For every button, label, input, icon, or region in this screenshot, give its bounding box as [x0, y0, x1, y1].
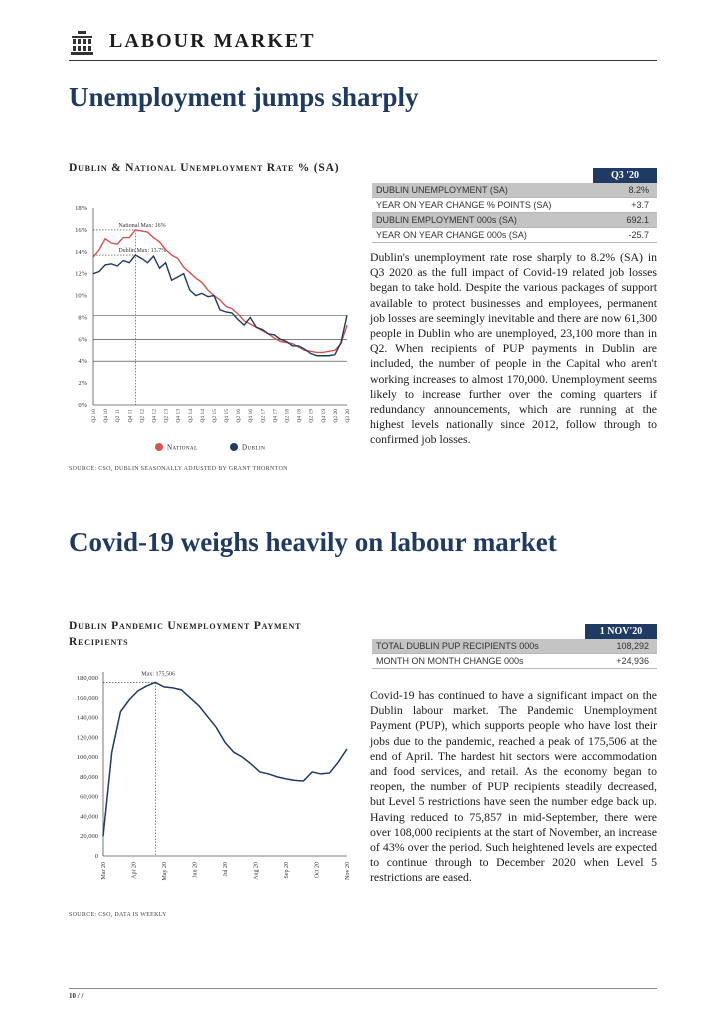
row-label: TOTAL DUBLIN PUP RECIPIENTS 000s: [372, 639, 585, 654]
x-tick-label: Sep 20: [284, 862, 290, 879]
x-tick-label: Q2 10: [91, 409, 97, 423]
table-row: [372, 654, 657, 669]
x-tick-label: Q2 17: [260, 409, 267, 423]
x-tick-label: Nov 20: [345, 862, 351, 880]
chart2-source: SOURCE: CSO, DATA IS WEEKLY: [69, 912, 167, 918]
x-tick-label: Q3 20: [345, 409, 351, 423]
stats-table-header: 1 NOV'20: [585, 624, 657, 639]
x-tick-label: May 20: [162, 862, 168, 881]
y-tick-label: 12%: [75, 270, 87, 278]
y-tick-label: 100,000: [76, 754, 98, 762]
row-label: YEAR ON YEAR CHANGE 000s (SA): [372, 228, 593, 243]
max-annotation: Max: 175,506: [141, 671, 175, 678]
y-tick-label: 0: [94, 853, 98, 860]
footer-divider: [69, 988, 657, 989]
table-row: [372, 639, 657, 654]
page-number: 10 / /: [69, 992, 84, 1000]
section-title: LABOUR MARKET: [109, 30, 316, 52]
dublin-series-line: [93, 255, 347, 356]
row-value: 8.2%: [593, 183, 657, 198]
row-value: +24,936: [585, 654, 657, 669]
x-tick-label: Q2 15: [211, 409, 218, 423]
chart1-source: SOURCE: CSO, DUBLIN SEASONALLY ADJUSTED BY GRANT THORNTON: [69, 466, 288, 472]
x-tick-label: Q4 19: [320, 409, 327, 423]
chart1-title: Dublin & National Unemployment Rate % (SA): [69, 162, 340, 174]
x-tick-label: Q2 12: [139, 409, 146, 423]
header-divider: [69, 60, 657, 61]
y-tick-label: 40,000: [80, 813, 98, 821]
row-value: -25.7: [593, 228, 657, 243]
x-tick-label: Q2 11: [115, 409, 122, 423]
section1-paragraph: Dublin's unemployment rate rose sharply to 8.2% (SA) in Q3 2020 as the full impact of Covid-19 related job losses began to take hold. Despite the various packages of support available to protect businesses and employees, permanent job losses are seemingly inevitable and there are now 61,300 people in Dublin who are unemployed, 23,100 more than in Q2. When recipients of PUP payments in Dublin are included, the number of people in the Capital who aren't working increases to almost 170,000. Unemployment seems likely to increase further over the coming quarters if redundancy announcements, which are running at the highest levels nationally since 2012, follow through to confirmed job losses.: [370, 250, 657, 447]
x-tick-label: Q2 16: [236, 409, 243, 423]
dublin-max-annotation: Dublin Max: 13.7%: [118, 248, 167, 255]
x-tick-label: Q4 10: [103, 409, 110, 423]
y-tick-label: 2%: [78, 380, 87, 388]
y-tick-label: 20,000: [80, 833, 98, 841]
national-max-annotation: National Max: 16%: [118, 222, 166, 229]
x-tick-label: Q4 15: [224, 409, 231, 423]
row-label: DUBLIN EMPLOYMENT 000s (SA): [372, 213, 593, 228]
x-tick-label: Q4 13: [175, 409, 182, 423]
x-tick-label: Aug 20: [253, 862, 260, 880]
x-tick-label: Oct 20: [314, 862, 321, 879]
chart2-title: Dublin Pandemic Unemployment Payment Recipients: [69, 620, 302, 648]
y-tick-label: 120,000: [76, 734, 98, 742]
legend-national-label: National: [167, 443, 198, 452]
pup-stats-table: [372, 624, 657, 669]
x-tick-label: Q4 17: [272, 409, 279, 423]
y-tick-label: 4%: [78, 358, 87, 366]
row-label: YEAR ON YEAR CHANGE % POINTS (SA): [372, 198, 593, 213]
x-tick-label: Q2 18: [284, 409, 291, 423]
y-tick-label: 10%: [75, 292, 87, 300]
legend-dublin-swatch: [230, 443, 238, 451]
x-tick-label: Jul 20: [223, 862, 229, 877]
x-tick-label: Q2 20: [332, 409, 339, 423]
row-label: MONTH ON MONTH CHANGE 000s: [372, 654, 585, 669]
y-tick-label: 160,000: [76, 694, 98, 702]
x-tick-label: Q4 11: [127, 409, 134, 423]
y-tick-label: 16%: [75, 226, 87, 234]
building-icon: [69, 30, 95, 56]
y-tick-label: 60,000: [80, 793, 98, 801]
legend-national-swatch: [155, 443, 163, 451]
y-tick-label: 180,000: [76, 675, 98, 682]
table-row: [372, 228, 657, 243]
x-tick-label: Q4 16: [248, 409, 255, 423]
x-tick-label: Apr 20: [131, 862, 138, 879]
row-value: 108,292: [585, 639, 657, 654]
unemployment-rate-chart: [69, 200, 359, 460]
y-tick-label: 0%: [78, 402, 87, 409]
x-tick-label: Q2 13: [163, 409, 170, 423]
table-row: [372, 183, 657, 198]
y-tick-label: 6%: [78, 336, 87, 344]
table-row: [372, 213, 657, 228]
y-tick-label: 140,000: [76, 714, 98, 722]
y-tick-label: 14%: [75, 248, 87, 256]
x-tick-label: Q4 12: [151, 409, 158, 423]
x-tick-label: Mar 20: [101, 862, 107, 880]
row-value: +3.7: [593, 198, 657, 213]
table-row: [372, 198, 657, 213]
x-tick-label: Jun 20: [192, 862, 199, 878]
row-value: 692.1: [593, 213, 657, 228]
row-label: DUBLIN UNEMPLOYMENT (SA): [372, 183, 593, 198]
pup-recipients-chart: [69, 658, 359, 898]
legend-dublin-label: Dublin: [242, 443, 266, 452]
x-tick-label: Q4 14: [199, 409, 206, 423]
y-tick-label: 18%: [75, 205, 87, 212]
x-tick-label: Q4 18: [296, 409, 303, 423]
section1-heading: Unemployment jumps sharply: [69, 82, 419, 112]
y-tick-label: 8%: [78, 314, 87, 322]
x-tick-label: Q2 14: [187, 409, 194, 423]
unemployment-stats-table: [372, 168, 657, 243]
section2-paragraph: Covid-19 has continued to have a significant impact on the Dublin labour market. The Pandemic Unemployment Payment (PUP), which supports people who have lost their jobs due to the pandemic, reached a peak of 175,506 at the end of April. The hardest hit sectors were accommodation and food services, and retail. As the economy began to reopen, the number of PUP recipients steadily decreased, but Level 5 restrictions have seen the number edge back up. Having reduced to 75,857 in mid-September, there were over 108,000 recipients at the start of November, an increase of 43% over the period. Such heightened levels are expected to continue through to December 2020 when Level 5 restrictions are eased.: [370, 688, 657, 885]
y-tick-label: 80,000: [80, 773, 98, 781]
x-tick-label: Q2 19: [308, 409, 315, 423]
section2-heading: Covid-19 weighs heavily on labour market: [69, 527, 557, 557]
pup-series-line: [103, 682, 347, 836]
stats-table-header: Q3 '20: [593, 168, 657, 183]
